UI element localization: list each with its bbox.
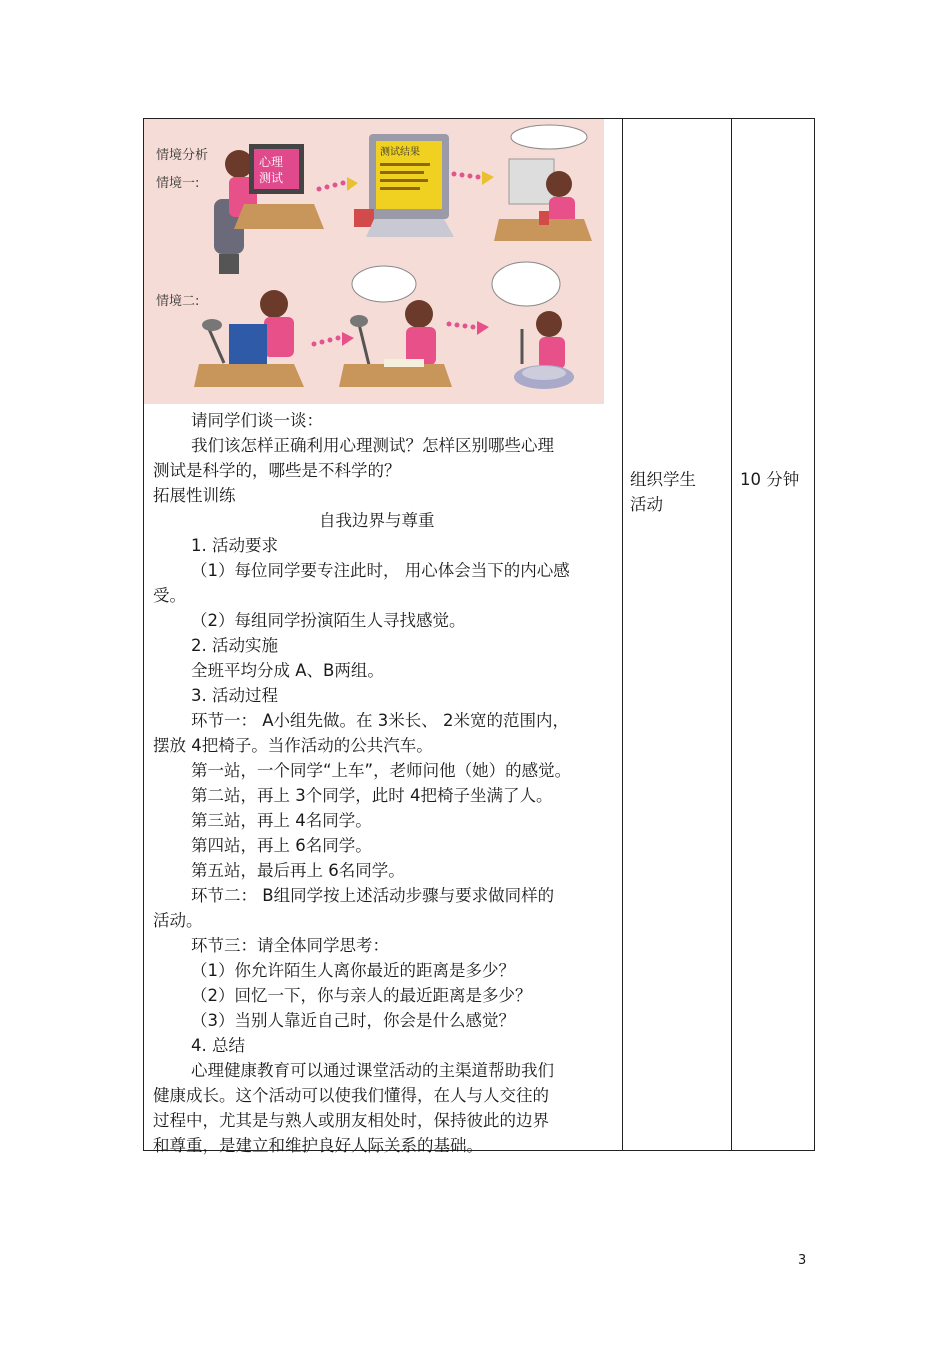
text-line: 我们该怎样正确利用心理测试？怎样区别哪些心理	[191, 436, 554, 455]
text-line: （3）当别人靠近自己时，你会是什么感觉？	[191, 1011, 515, 1030]
activity-title: 自我边界与尊重	[319, 511, 435, 530]
page-number: 3	[798, 1253, 807, 1268]
column-divider-1	[622, 119, 623, 1150]
monitor2-title: 测试结果	[380, 147, 420, 158]
text-line: 健康成长。这个活动可以使我们懂得，在人与人交往的	[153, 1086, 549, 1105]
text-line: 环节一： A小组先做。在 3米长、 2米宽的范围内，	[191, 711, 570, 730]
text-line: 过程中，尤其是与熟人或朋友相处时，保持彼此的边界	[153, 1111, 549, 1130]
illustration-svg	[144, 119, 604, 404]
text-line: 摆放 4把椅子。当作活动的公共汽车。	[153, 736, 433, 755]
text-line: （2）回忆一下，你与亲人的最近距离是多少？	[191, 986, 532, 1005]
organizer-line-1: 组织学生	[630, 470, 696, 489]
situation-illustration	[144, 119, 604, 404]
text-line: 环节二： B组同学按上述活动步骤与要求做同样的	[191, 886, 555, 905]
column-divider-2	[731, 119, 732, 1150]
text-line: 第五站，最后再上 6名同学。	[191, 861, 405, 880]
text-line: 第一站，一个同学“上车”，老师问他（她）的感觉。	[191, 761, 572, 780]
text-line: 活动。	[153, 911, 203, 930]
scene1-label: 情境一:	[156, 176, 200, 191]
duration-text: 10 分钟	[740, 470, 800, 489]
scene1-monitor-result	[354, 134, 454, 237]
text-line: 第四站，再上 6名同学。	[191, 836, 372, 855]
text-line: 请同学们谈一谈：	[191, 411, 323, 430]
text-line: （1）你允许陌生人离你最近的距离是多少？	[191, 961, 515, 980]
section-heading: 拓展性训练	[153, 486, 236, 505]
illustration-heading: 情境分析	[156, 148, 209, 163]
text-line: （2）每组同学扮演陌生人寻找感觉。	[191, 611, 466, 630]
text-line: 2. 活动实施	[191, 636, 278, 655]
text-line: 心理健康教育可以通过课堂活动的主渠道帮助我们	[191, 1061, 554, 1080]
monitor1-text-1: 心理	[259, 155, 284, 169]
lesson-table	[143, 118, 815, 1155]
text-line: 和尊重，是建立和维护良好人际关系的基础。	[153, 1136, 483, 1155]
text-line: 4. 总结	[191, 1036, 245, 1055]
text-line: （1）每位同学要专注此时， 用心体会当下的内心感	[191, 561, 570, 580]
text-line: 1. 活动要求	[191, 536, 278, 555]
text-line: 全班平均分成 A、B两组。	[191, 661, 384, 680]
text-line: 3. 活动过程	[191, 686, 278, 705]
text-line: 第三站，再上 4名同学。	[191, 811, 372, 830]
text-line: 受。	[153, 586, 186, 605]
duration-cell	[740, 467, 799, 492]
organizer-cell	[630, 467, 696, 517]
monitor1-text-2: 测试	[259, 171, 284, 185]
text-line: 测试是科学的，哪些是不科学的？	[153, 461, 401, 480]
organizer-line-2: 活动	[630, 495, 663, 514]
text-line: 环节三：请全体同学思考：	[191, 936, 389, 955]
scene2-label: 情境二:	[156, 294, 200, 309]
text-line: 第二站，再上 3个同学，此时 4把椅子坐满了人。	[191, 786, 553, 805]
